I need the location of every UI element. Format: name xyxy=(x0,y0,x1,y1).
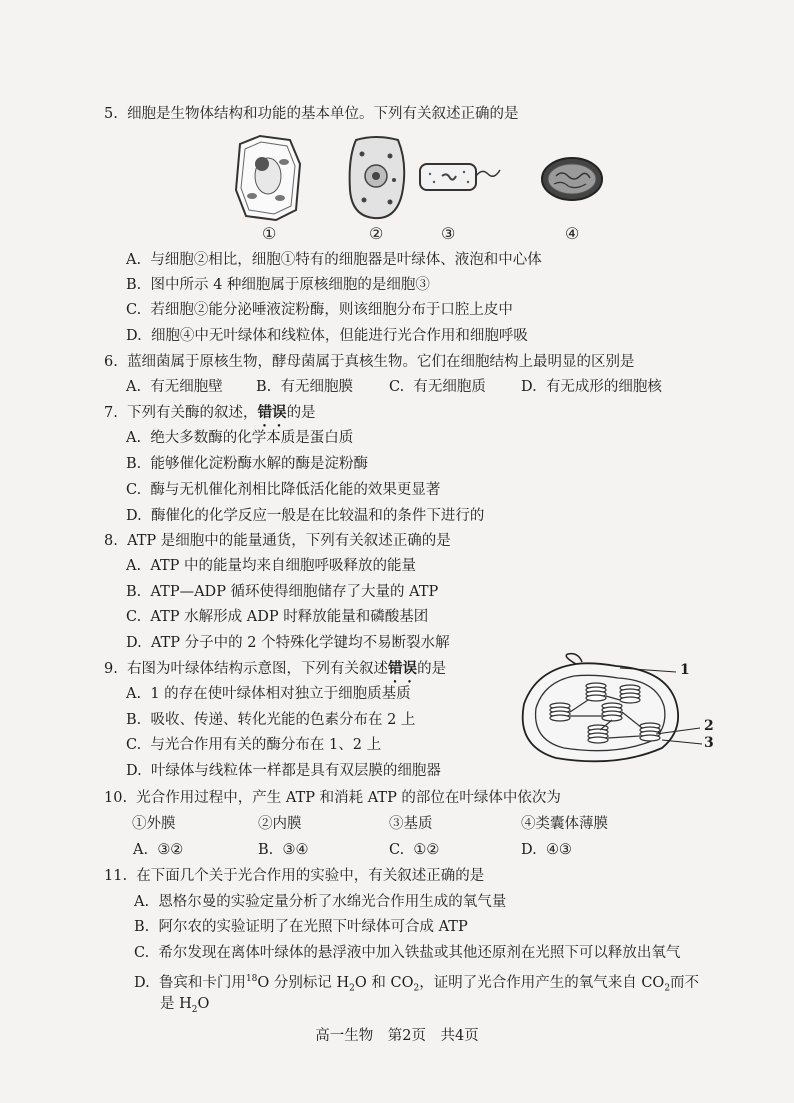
chloroplast-label-2: 2 xyxy=(704,718,714,734)
q5-option-b: B. 图中所示 4 种细胞属于原核细胞的是细胞③ xyxy=(126,277,430,293)
fig-label-1: ① xyxy=(262,224,277,243)
q9-option-b: B. 吸收、传递、转化光能的色素分布在 2 上 xyxy=(126,712,416,728)
fig-label-4: ④ xyxy=(565,224,580,243)
q6-stem: 6. 蓝细菌属于原核生物，酵母菌属于真核生物。它们在细胞结构上最明显的区别是 xyxy=(104,354,635,370)
q6-option-c: C. 有无细胞质 xyxy=(389,379,486,395)
q11-option-d: D. 鲁宾和卡门用$^{18}$O 分别标记 $H_2O$ 和 $CO_2$，证明了光合作用产生的氧气来自 $CO_2$而不 xyxy=(134,974,700,994)
fig-label-2: ② xyxy=(369,224,384,243)
q10-option-d: D. ④③ xyxy=(521,842,572,858)
q11-option-d-line2: 是 $H_2O$ xyxy=(160,996,210,1015)
q10-item-1: ①外膜 xyxy=(132,816,176,832)
q6-option-d: D. 有无成形的细胞核 xyxy=(521,379,662,395)
q7-stem: 7. 下列有关酶的叙述，错误的是 xyxy=(104,404,316,421)
q5-stem xyxy=(104,104,519,124)
q5-option-d: D. 细胞④中无叶绿体和线粒体，但能进行光合作用和细胞呼吸 xyxy=(126,328,528,344)
plant-cell-figure xyxy=(232,134,304,222)
q8-option-b: B. ATP—ADP 循环使得细胞储存了大量的 ATP xyxy=(126,584,439,600)
q8-option-d: D. ATP 分子中的 2 个特殊化学键均不易断裂水解 xyxy=(126,635,450,651)
q10-option-b: B. ③④ xyxy=(258,842,309,858)
chloroplast-label-3: 3 xyxy=(704,735,714,751)
q8-option-c: C. ATP 水解形成 ADP 时释放能量和磷酸基团 xyxy=(126,609,429,625)
q10-stem: 10. 光合作用过程中，产生 ATP 和消耗 ATP 的部位在叶绿体中依次为 xyxy=(104,790,561,806)
q9-option-a: A. 1 的存在使叶绿体相对独立于细胞质基质 xyxy=(126,686,411,702)
q7-option-a: A. 绝大多数酶的化学本质是蛋白质 xyxy=(126,430,354,446)
animal-cell-figure xyxy=(346,134,408,222)
q6-option-a: A. 有无细胞壁 xyxy=(126,379,223,395)
q6-option-b: B. 有无细胞膜 xyxy=(256,379,353,395)
q11-option-b: B. 阿尔农的实验证明了在光照下叶绿体可合成 ATP xyxy=(134,919,468,935)
q9-option-c: C. 与光合作用有关的酶分布在 1、2 上 xyxy=(126,737,382,753)
q5-number: 5. xyxy=(104,106,118,122)
q11-stem: 11. 在下面几个关于光合作用的实验中，有关叙述正确的是 xyxy=(104,868,485,884)
q10-item-4: ④类囊体薄膜 xyxy=(521,816,608,832)
q9-emphasis: 错误 xyxy=(388,660,418,677)
q11-option-a: A. 恩格尔曼的实验定量分析了水绵光合作用生成的氧气量 xyxy=(134,894,507,910)
q7-option-c: C. 酶与无机催化剂相比降低活化能的效果更显著 xyxy=(126,482,441,498)
page-footer: 高一生物 第2页 共4页 xyxy=(315,1028,479,1044)
q9-stem: 9. 右图为叶绿体结构示意图，下列有关叙述错误的是 xyxy=(104,660,447,677)
q10-option-c: C. ①② xyxy=(389,842,440,858)
q5-text: 细胞是生物体结构和功能的基本单位。下列有关叙述正确的是 xyxy=(127,106,519,122)
q7-option-d: D. 酶催化的化学反应一般是在比较温和的条件下进行的 xyxy=(126,508,485,524)
bacterium-figure xyxy=(418,160,502,196)
q8-option-a: A. ATP 中的能量均来自细胞呼吸释放的能量 xyxy=(126,558,417,574)
q11-option-c: C. 希尔发现在离体叶绿体的悬浮液中加入铁盐或其他还原剂在光照下可以释放出氧气 xyxy=(134,945,681,961)
chloroplast-diagram xyxy=(516,656,686,766)
q7-emphasis: 错误 xyxy=(257,404,287,421)
cyanobacterium-figure xyxy=(540,156,604,202)
q5-option-c: C. 若细胞②能分泌唾液淀粉酶，则该细胞分布于口腔上皮中 xyxy=(126,302,513,318)
fig-label-3: ③ xyxy=(441,224,456,243)
q9-option-d: D. 叶绿体与线粒体一样都是具有双层膜的细胞器 xyxy=(126,763,441,779)
q8-stem: 8. ATP 是细胞中的能量通货，下列有关叙述正确的是 xyxy=(104,533,451,549)
q10-item-3: ③基质 xyxy=(389,816,433,832)
q10-option-a: A. ③② xyxy=(133,842,184,858)
q5-option-a: A. 与细胞②相比，细胞①特有的细胞器是叶绿体、液泡和中心体 xyxy=(126,252,542,268)
chloroplast-label-1: 1 xyxy=(680,662,690,678)
q7-option-b: B. 能够催化淀粉酶水解的酶是淀粉酶 xyxy=(126,456,368,472)
q10-item-2: ②内膜 xyxy=(258,816,302,832)
